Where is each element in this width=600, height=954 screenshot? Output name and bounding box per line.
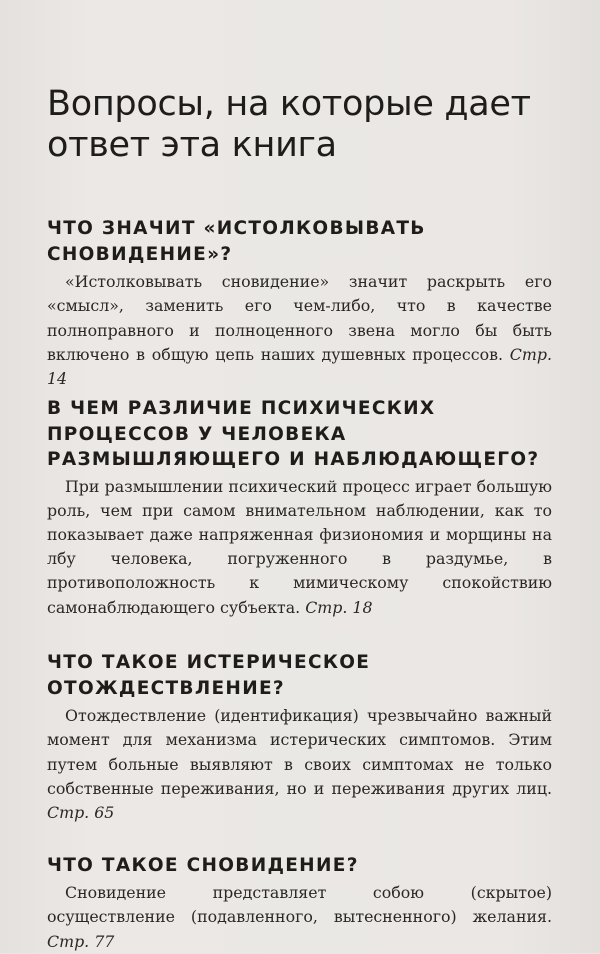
qa-section-1 (47, 216, 552, 391)
answer-text (47, 475, 552, 620)
qa-section-3 (47, 650, 552, 825)
question-heading: ЧТО ЗНАЧИТ «ИСТОЛКОВЫВАТЬ СНОВИДЕНИЕ»? (47, 218, 426, 265)
answer-body: При размышлении психический процесс играет большую роль, чем при самом внимательном наблюдении, как то показывает даже напряженная физиономия и морщины на лбу человека, погруженного в раздумье, в противоположность к мимическому спокойствию самонаблюдающего субъекта. (47, 476, 552, 617)
question-heading: В ЧЕМ РАЗЛИЧИЕ ПСИХИЧЕСКИХ ПРОЦЕССОВ У ЧЕЛОВЕКА РАЗМЫШЛЯЮЩЕГО И НАБЛЮДАЮЩЕГО? (47, 398, 540, 470)
page-reference: Стр. 14 (47, 344, 552, 389)
answer-text (47, 881, 552, 954)
question-heading: ЧТО ТАКОЕ СНОВИДЕНИЕ? (47, 855, 359, 876)
qa-section-2 (47, 396, 552, 620)
answer-text (47, 270, 552, 391)
page-title: Вопросы, на которые дает ответ эта книга (47, 84, 531, 165)
answer-body: Сновидение представляет собою (скрытое) осуществление (подавленного, вытесненного) желания. (47, 883, 552, 927)
page-reference: Стр. 77 (47, 931, 115, 951)
page-reference: Стр. 18 (305, 597, 373, 617)
answer-body: Отождествление (идентификация) чрезвычайно важный момент для механизма истерических симптомов. Этим путем больные выявляют в своих симптомах не только собственные переживания, но и переживания других лиц. (47, 706, 552, 798)
question-heading: ЧТО ТАКОЕ ИСТЕРИЧЕСКОЕ ОТОЖДЕСТВЛЕНИЕ? (47, 652, 371, 699)
answer-text (47, 704, 552, 825)
answer-body: «Истолковывать сновидение» значит раскрыть его «смысл», заменить его чем-либо, что в качестве полноправного и полноценного звена могло бы быть включено в общую цепь наших душевных процессов. (47, 272, 552, 364)
page-reference: Стр. 65 (47, 803, 115, 823)
qa-section-4 (47, 853, 552, 954)
